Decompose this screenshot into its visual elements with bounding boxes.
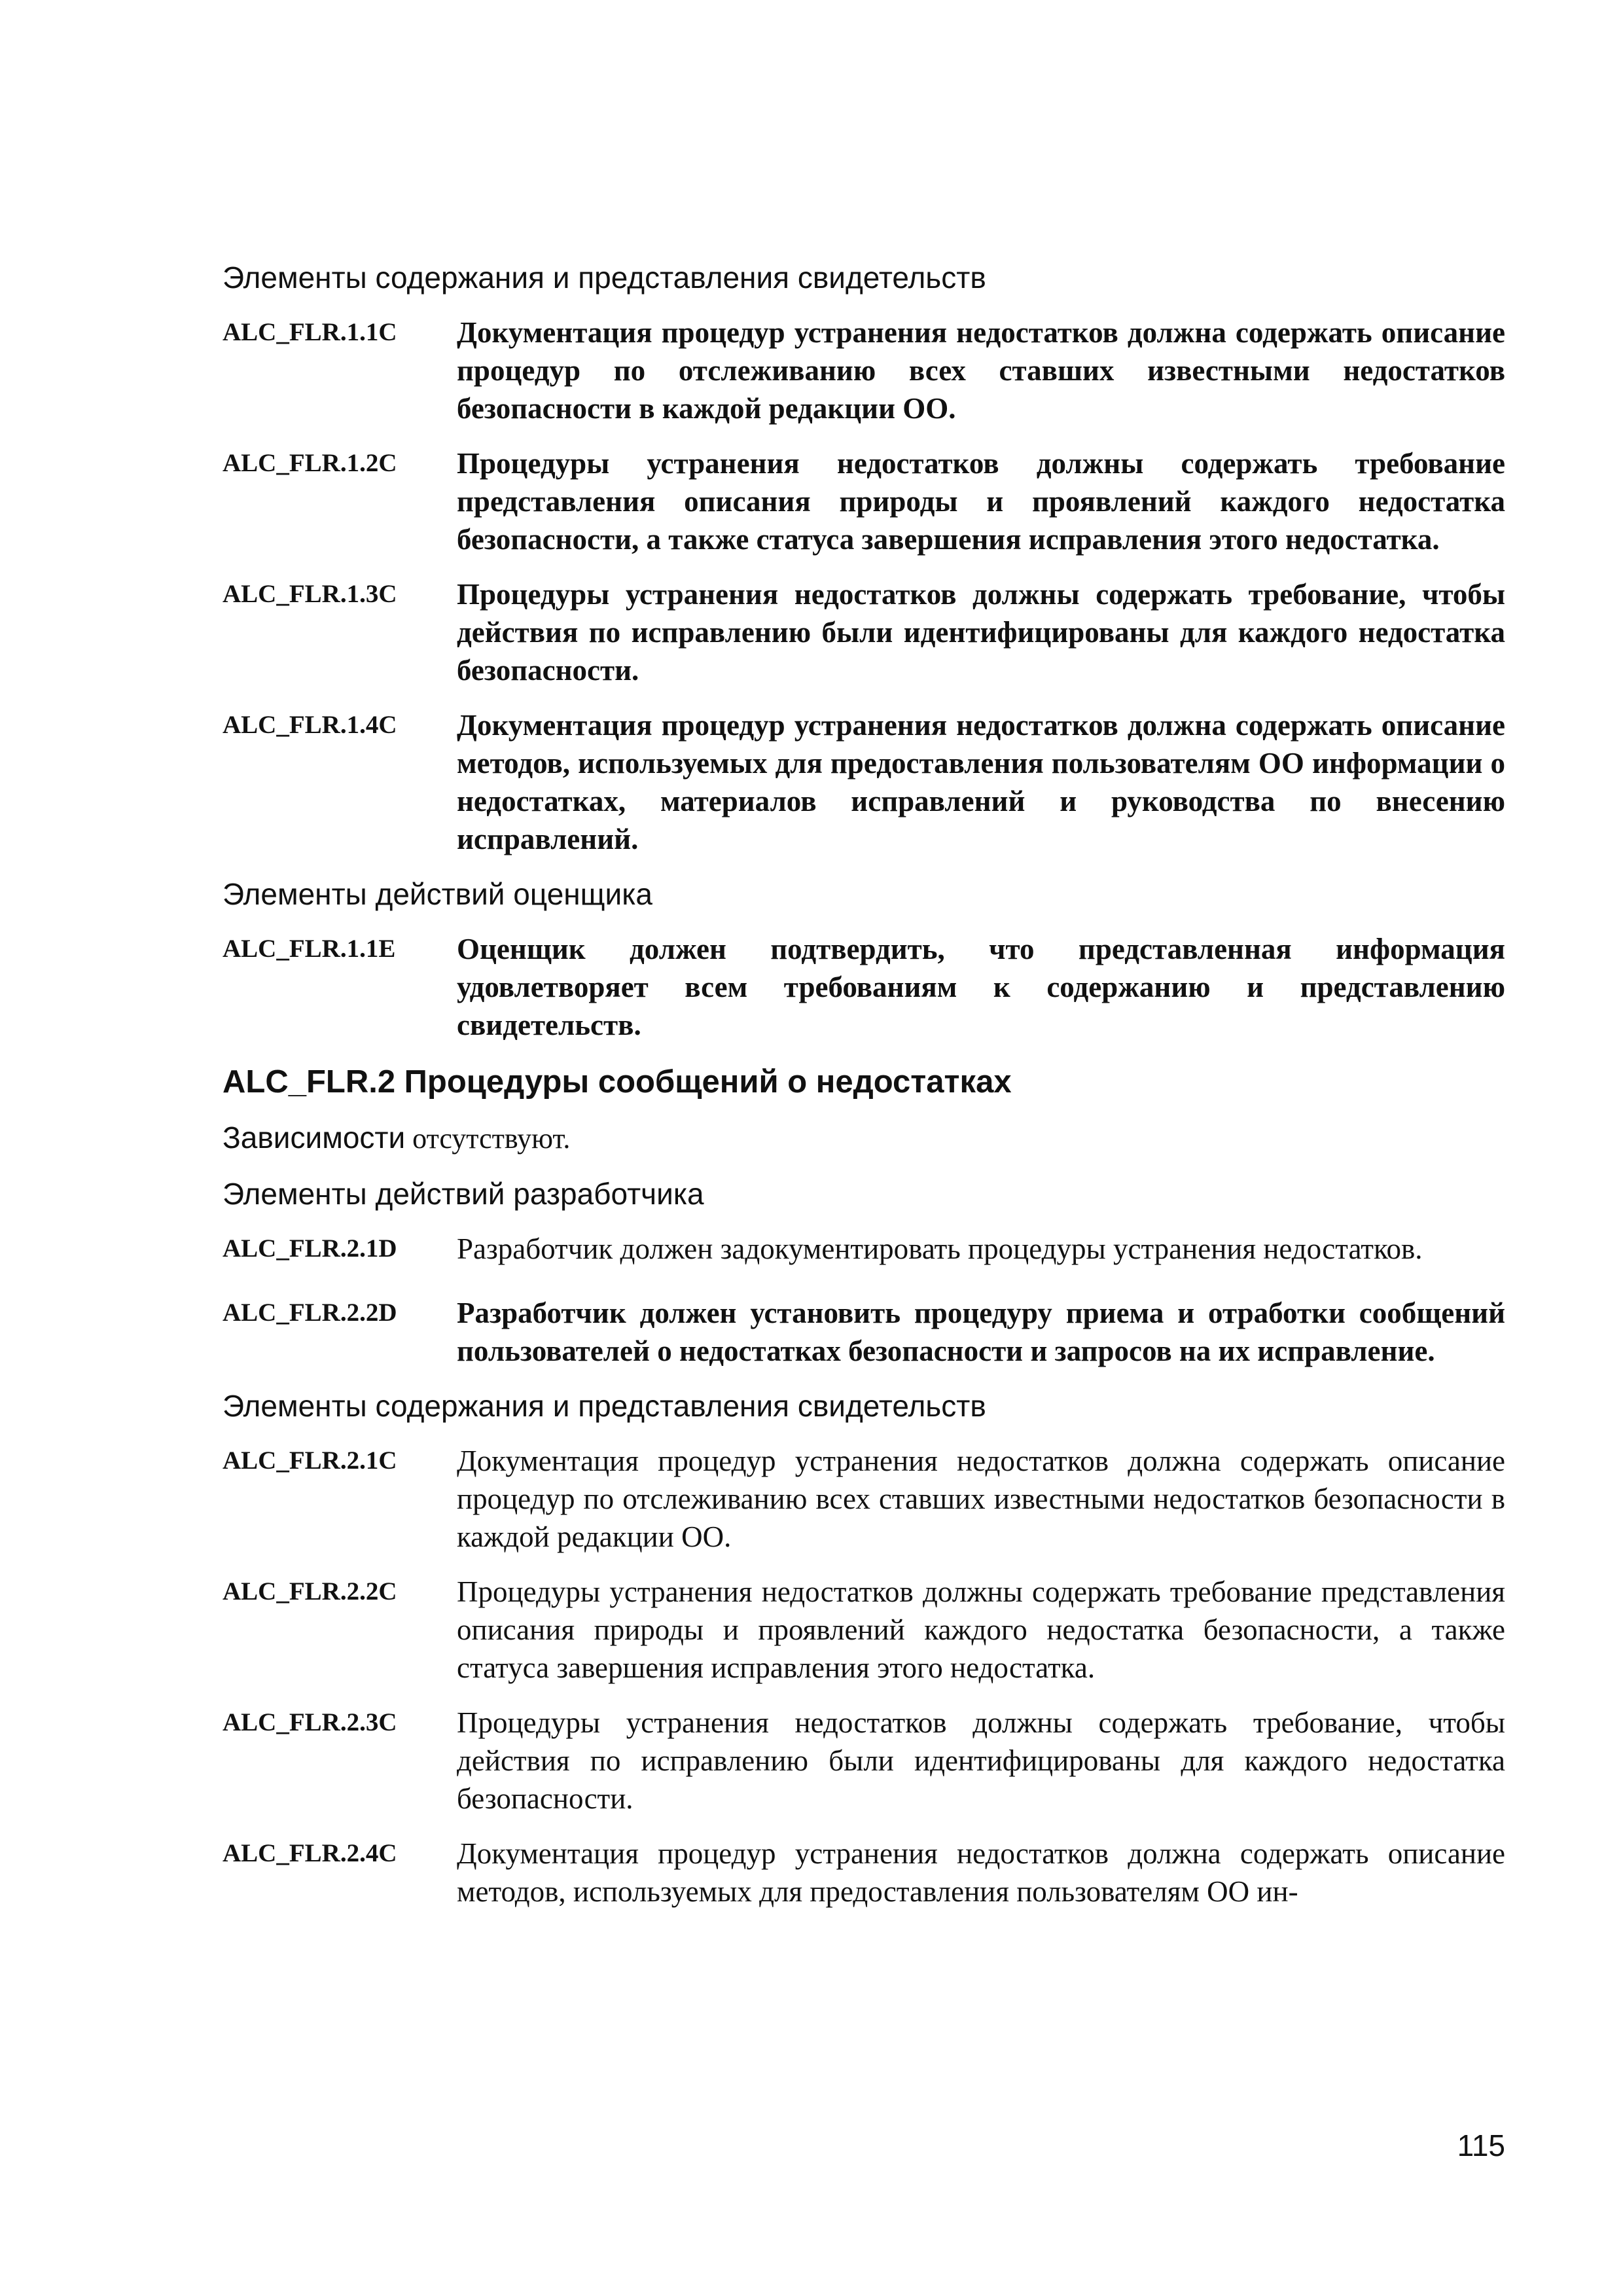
section-title: ALC_FLR.2 Процедуры сообщений о недостатках [223,1064,1012,1100]
requirement-text: Процедуры устранения недостатков должны содержать требование представления описания природы и проявлений каждого недостатка безопасности, а также статуса завершения исправления этого недостатка. [457,1575,1505,1684]
requirement-text: Документация процедур устранения недостатков должна содержать описание процедур по отслеживанию всех ставших известными недостатков безопасности в каждой редакции ОО. [457,1444,1505,1553]
requirement-text: Документация процедур устранения недостатков должна содержать описание методов, используемых для предоставления пользователям ОО ин- [457,1837,1505,1908]
requirement-text: Документация процедур устранения недостатков должна содержать описание процедур по отслеживанию всех ставших известными недостатков безопасности в каждой редакции ОО. [457,316,1505,425]
requirement-item [223,1230,1505,1268]
requirement-code: ALC_FLR.1.4C [223,711,397,739]
page-number: 115 [1457,2128,1505,2162]
requirement-code: ALC_FLR.1.1C [223,318,397,346]
requirement-item [223,1294,1505,1370]
requirement-code: ALC_FLR.2.2C [223,1577,397,1605]
content-elements-heading-2: Элементы содержания и представления свидетельств [223,1389,986,1423]
requirement-code: ALC_FLR.2.1D [223,1234,397,1263]
requirement-text: Разработчик должен установить процедуру приема и отработки сообщений пользователей о недостатках безопасности и запросов на их исправление. [457,1297,1505,1367]
requirement-code: ALC_FLR.2.1C [223,1446,397,1475]
requirement-item [223,706,1505,858]
requirement-code: ALC_FLR.1.1E [223,935,396,963]
requirement-text: Разработчик должен задокументировать процедуры устранения недостатков. [457,1232,1423,1265]
content-elements-heading: Элементы содержания и представления свидетельств [223,260,986,295]
dependencies-line [223,1119,1505,1158]
developer-actions-heading: Элементы действий разработчика [223,1177,704,1211]
requirement-text: Оценщик должен подтвердить, что представленная информация удовлетворяет всем требованиям к содержанию и представлению свидетельств. [457,933,1505,1041]
requirement-item [223,314,1505,427]
requirement-item [223,1442,1505,1556]
requirement-text: Документация процедур устранения недостатков должна содержать описание методов, используемых для предоставления пользователям ОО информации о недостатках, материалов исправлений и руководства по внесению исправлений. [457,709,1505,855]
requirement-item [223,444,1505,558]
requirement-text: Процедуры устранения недостатков должны содержать требование, чтобы действия по исправлению были идентифицированы для каждого недостатка безопасности. [457,1706,1505,1815]
requirement-code: ALC_FLR.1.2C [223,449,397,477]
requirement-code: ALC_FLR.2.2D [223,1299,397,1327]
page-content [223,259,1505,1928]
requirement-code: ALC_FLR.2.4C [223,1839,397,1867]
requirement-item [223,1835,1505,1910]
requirement-text: Процедуры устранения недостатков должны содержать требование представления описания природы и проявлений каждого недостатка безопасности, а также статуса завершения исправления этого недостатка. [457,447,1505,556]
dependencies-value: отсутствуют. [405,1122,571,1155]
requirement-code: ALC_FLR.2.3C [223,1708,397,1736]
requirement-item [223,1704,1505,1818]
requirement-item [223,1573,1505,1687]
requirement-item [223,575,1505,689]
requirement-text: Процедуры устранения недостатков должны содержать требование, чтобы действия по исправлению были идентифицированы для каждого недостатка безопасности. [457,578,1505,687]
requirement-item [223,930,1505,1044]
requirement-code: ALC_FLR.1.3C [223,580,397,608]
evaluator-actions-heading: Элементы действий оценщика [223,877,652,911]
dependencies-label: Зависимости [223,1121,406,1155]
